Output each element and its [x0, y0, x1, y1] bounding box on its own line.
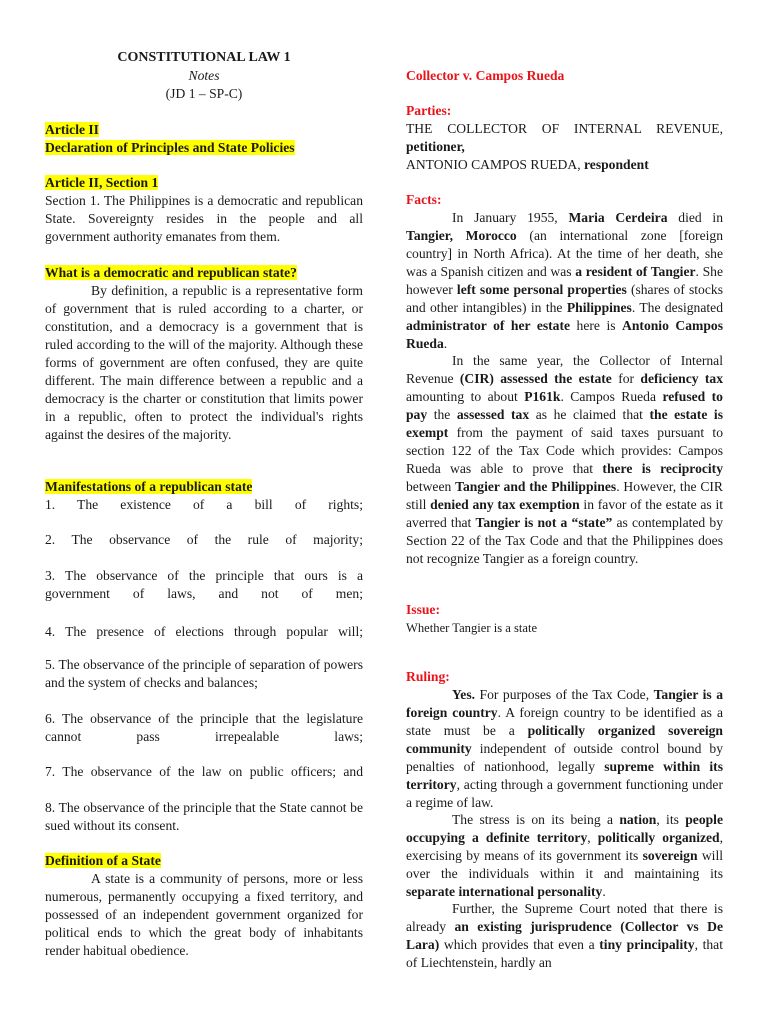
facts-heading: Facts:	[406, 192, 442, 207]
manifestations-heading: Manifestations of a republican state	[45, 479, 253, 494]
issue-text: Whether Tangier is a state	[406, 621, 538, 635]
facts-paragraph-2: In the same year, the Collector of Internal Revenue (CIR) assessed the estate for deficiency tax amounting to about P161k. Campos Rueda refused to pay the assessed tax as he claimed that the estate is exempt from the payment of said taxes pursuant to section 122 of the Tax Code which provides: Campos Rueda was able to prove that there is reciprocity between Tangier and the Philippines. However, the CIR still denied any tax exemption in favor of the estate as it averred that Tangier is not a “state” as contemplated by Section 22 of the Tax Code and that the Philippines does not recognize Tangier as a foreign country.	[406, 353, 724, 566]
question-heading: What is a democratic and republican state?	[45, 265, 297, 280]
section-text: Section 1. The Philippines is a democratic and republican State. Sovereignty resides in the people and all government authority emanates from them.	[45, 193, 363, 244]
party-respondent: ANTONIO CAMPOS RUEDA, respondent	[406, 157, 649, 172]
ruling-paragraph-2: The stress is on its being a nation, its people occupying a definite territory, politically organized, exercising by means of its government its sovereign will over the individuals within it and maintaining its separate international personality.	[406, 812, 724, 899]
document-subtitle: Notes	[188, 68, 220, 83]
list-item: 5. The observance of the principle of separation of powers and the system of checks and balances;	[45, 657, 363, 690]
parties-block	[406, 120, 723, 174]
issue-heading: Issue:	[406, 602, 440, 617]
list-item: 1. The existence of a bill of rights;	[45, 497, 363, 512]
petitioner-role: petitioner,	[406, 139, 465, 154]
ruling-heading: Ruling:	[406, 669, 450, 684]
parties-heading: Parties:	[406, 103, 452, 118]
question-text: By definition, a republic is a representative form of government that is ruled according to a charter, or constitution, and a democracy is a government that is ruled according to the will of the majority. Although these forms of government are often confused, they are quite different. The main difference between a republic and a democracy is the charter or constitution that limits power in a republic, often to protect the individual's rights against the desires of the majority.	[45, 283, 363, 442]
case-title: Collector v. Campos Rueda	[406, 68, 565, 83]
list-item: 8. The observance of the principle that the State cannot be sued without its consent.	[45, 800, 363, 833]
article-heading: Article II	[45, 122, 99, 137]
definition-heading: Definition of a State	[45, 853, 161, 868]
document-title: CONSTITUTIONAL LAW 1	[117, 50, 291, 65]
list-item: 4. The presence of elections through popular will;	[45, 624, 363, 639]
party-petitioner: THE COLLECTOR OF INTERNAL REVENUE,	[406, 121, 723, 136]
list-item: 7. The observance of the law on public officers; and	[45, 764, 363, 779]
section-heading: Article II, Section 1	[45, 175, 159, 190]
list-item: 2. The observance of the rule of majority;	[45, 532, 363, 547]
list-item: 3. The observance of the principle that ours is a government of laws, and not of men;	[45, 568, 363, 601]
facts-paragraph-1: In January 1955, Maria Cerdeira died in Tangier, Morocco (an international zone [foreign country] in North Africa). At the time of her death, she was a Spanish citizen and was a resident of Tangier. She however left some personal properties (shares of stocks and other intangibles) in the Philippines. The designated administrator of her estate here is Antonio Campos Rueda.	[406, 210, 723, 351]
ruling-paragraph-3: Further, the Supreme Court noted that there is already an existing jurisprudence (Collector vs De Lara) which provides that even a tiny principality, that of Liechtenstein, hardly an	[406, 901, 723, 970]
list-item: 6. The observance of the principle that the legislature cannot pass irrepealable laws;	[45, 711, 363, 744]
ruling-paragraph-1: Yes. For purposes of the Tax Code, Tangier is a foreign country. A foreign country to be identified as a state must be a politically organized sovereign community independent of outside control bound by penalties of nationhood, legally supreme within its territory, acting through a government functioning under a regime of law.	[406, 687, 723, 810]
course-code: (JD 1 – SP-C)	[165, 86, 243, 101]
article-subheading: Declaration of Principles and State Policies	[45, 140, 295, 155]
definition-text: A state is a community of persons, more or less numerous, permanently occupying a fixed territory, and possessed of an independent government organized for political ends to which the great body of inhabitants render habitual obedience.	[45, 871, 363, 958]
